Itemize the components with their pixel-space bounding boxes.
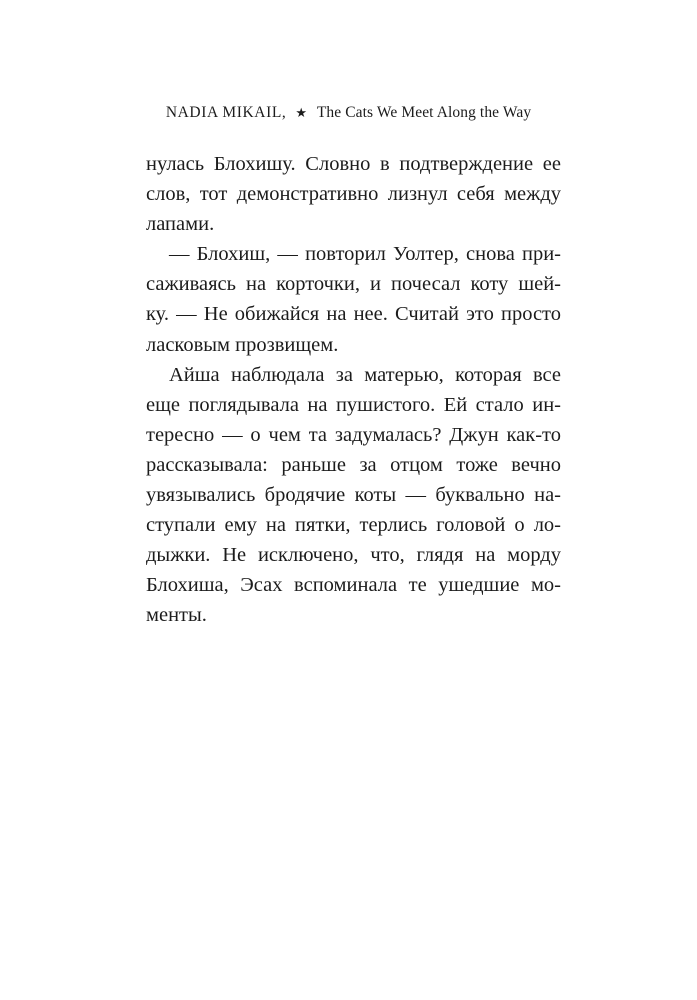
text-line: слов, тот демонстративно лизнул себя между — [146, 183, 561, 206]
text-line: ступали ему на пятки, терлись головой о ло- — [146, 514, 561, 537]
text-line: — Блохиш, — повторил Уолтер, снова при- — [169, 243, 561, 266]
text-line: Айша наблюдала за матерью, которая все — [169, 363, 561, 386]
book-title: The Cats We Meet Along the Way — [316, 104, 532, 121]
star-icon: ★ — [295, 105, 308, 120]
author-name: NADIA MIKAIL, — [165, 104, 287, 121]
text-line: лапами. — [146, 213, 215, 236]
text-line: ласковым прозвищем. — [146, 333, 339, 356]
text-line: рассказывала: раньше за отцом тоже вечно — [146, 453, 561, 476]
running-header — [0, 104, 697, 122]
text-line: менты. — [146, 604, 207, 627]
text-line: ку. — Не обижайся на нее. Считай это просто — [146, 303, 561, 326]
text-line: саживаясь на корточки, и почесал коту шей- — [146, 273, 561, 296]
text-line: нулась Блохишу. Словно в подтверждение ее — [146, 153, 561, 175]
text-line: еще поглядывала на пушистого. Ей стало ин- — [146, 393, 561, 416]
body-text — [146, 149, 561, 631]
text-line: увязывались бродячие коты — буквально на- — [146, 484, 561, 507]
text-line: тересно — о чем та задумалась? Джун как-то — [146, 423, 561, 446]
text-line: дыжки. Не исключено, что, глядя на морду — [146, 544, 561, 567]
text-line: Блохиша, Эсах вспоминала те ушедшие мо- — [146, 574, 561, 597]
